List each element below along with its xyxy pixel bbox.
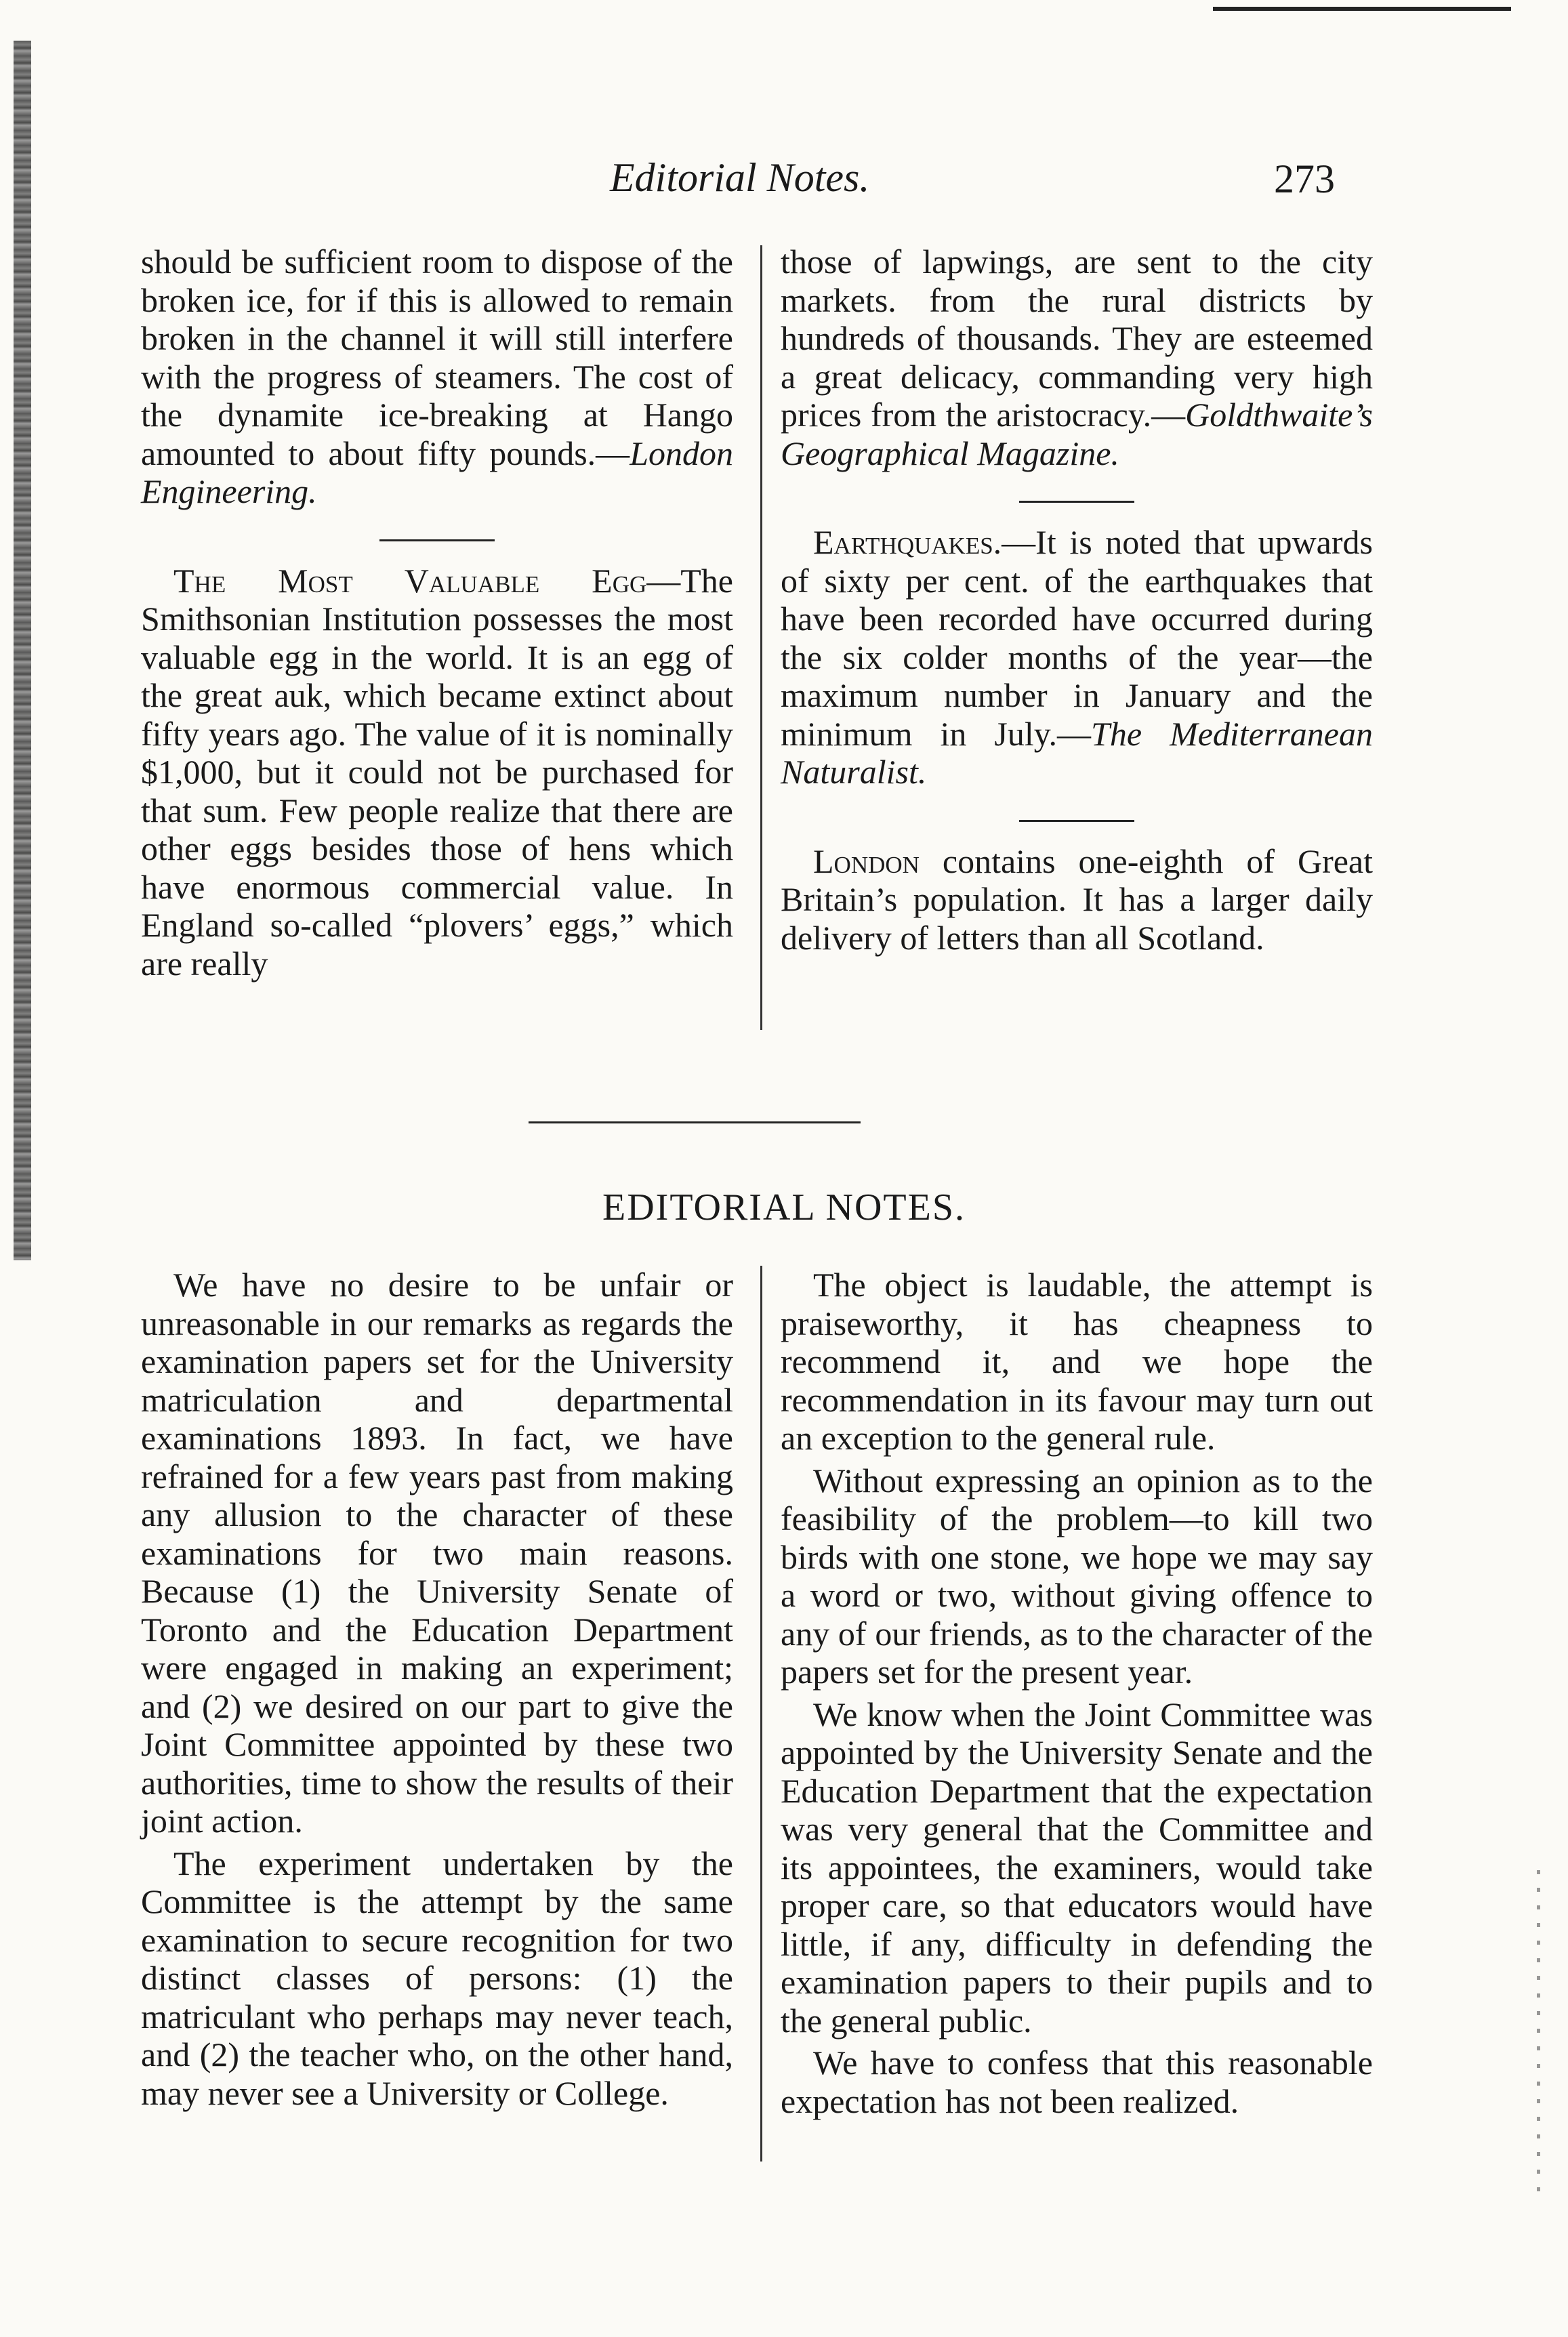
paragraph: We have no desire to be unfair or unreasonable in our remarks as regards the examination papers set for the University matriculation and departmental examinations 1893. In fact, we have refrained for a few years past from making any allusion to the character of these examinations for two main reasons. Because (1) the University Senate of Toronto and the Education Department were engaged in making an experiment; and (2) we desired on our part to give the Joint Committee appointed by these two authorities, time to show the results of their joint action.: [141, 1266, 733, 1840]
paragraph: Without expressing an opinion as to the feasibility of the problem—to kill two birds with one stone, we hope we may say a word or two, without giving offence to any of our friends, as to the character of the papers set for the present year.: [781, 1461, 1373, 1691]
running-head-title: Editorial Notes.: [610, 155, 870, 200]
paragraph: should be sufficient room to dispose of the broken ice, for if this is allowed to remain broken in the channel it will still interfere with the progress of steamers. The cost of the dynamite ice-breaking at Hango amounted to about fifty pounds.—London Engineering.: [141, 243, 733, 510]
article-separator: [379, 539, 495, 541]
paragraph: The object is laudable, the attempt is praiseworthy, it has cheapness to recommend it, and we hope the recommendation in its favour may turn out an exception to the general rule.: [781, 1266, 1373, 1457]
paragraph: The experiment undertaken by the Committee is the attempt by the same examination to secure recognition for two distinct classes of persons: (1) the matriculant who perhaps may never teach, and (2) the teacher who, on the other hand, may never see a University or College.: [141, 1844, 733, 2112]
section-title: EDITORIAL NOTES.: [602, 1186, 966, 1228]
upper-left-column: [141, 243, 733, 983]
page-number: 273: [1274, 157, 1335, 201]
paragraph: London contains one-eighth of Great Britain’s population. It has a larger daily delivery of letters than all Scotland.: [781, 842, 1373, 957]
binding-edge: [14, 41, 31, 1260]
paragraph: We know when the Joint Committee was appointed by the University Senate and the Education Department that the expectation was very general that the Committee and its appointees, the examiners, would take proper care, so that educators would have little, if any, difficulty in defending the examination papers to their pupils and to the general public.: [781, 1695, 1373, 2040]
article-separator: [1019, 501, 1134, 503]
lower-right-column: [781, 1266, 1373, 2120]
lower-column-divider: [760, 1266, 762, 2162]
lower-left-column: [141, 1266, 733, 2112]
paragraph: The Most Valuable Egg—The Smithsonian Institution possesses the most valuable egg in the world. It is an egg of the great auk, which became extinct about fifty years ago. The value of it is nominally $1,000, but it could not be purchased for that sum. Few people realize that there are other eggs besides those of hens which have enormous commercial value. In England so-called “plovers’ eggs,” which are really: [141, 561, 733, 983]
upper-column-divider: [760, 245, 762, 1030]
paragraph: those of lapwings, are sent to the city markets. from the rural districts by hundreds of thousands. They are esteemed a great delicacy, commanding very high prices from the aristocracy.—Goldthwaite’s Geographical Magazine.: [781, 243, 1373, 472]
section-divider: [529, 1121, 861, 1123]
running-head: [0, 154, 1568, 209]
scan-speckle: [1537, 1870, 1540, 2195]
paragraph: Earthquakes.—It is noted that upwards of sixty per cent. of the earthquakes that have been recorded have occurred during the six colder months of the year—the maximum number in January and the minimum in July.—The Mediterranean Naturalist.: [781, 523, 1373, 791]
article-separator: [1019, 820, 1134, 822]
upper-right-column: [781, 243, 1373, 957]
paragraph: We have to confess that this reasonable expectation has not been realized.: [781, 2044, 1373, 2120]
top-rule: [1213, 7, 1511, 11]
